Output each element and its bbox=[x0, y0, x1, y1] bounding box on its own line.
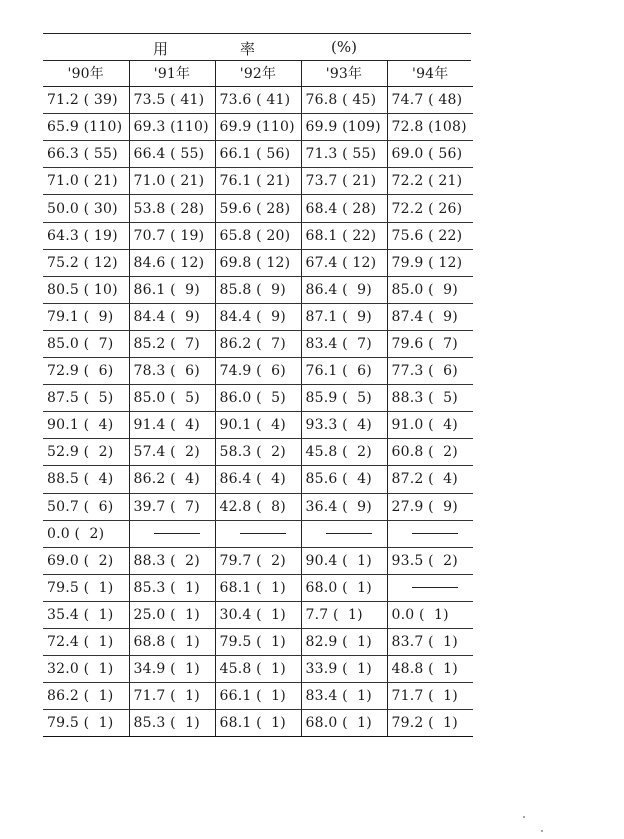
table-cell: 79.2 ( 1) bbox=[387, 710, 473, 737]
table-row bbox=[43, 628, 473, 655]
table-cell: 87.5 ( 5) bbox=[43, 385, 129, 412]
table-cell: 71.3 ( 55) bbox=[301, 141, 387, 168]
table-cell: 79.5 ( 1) bbox=[215, 628, 301, 655]
table-cell: 85.0 ( 5) bbox=[129, 385, 215, 412]
column-header-1992: '92年 bbox=[215, 60, 301, 87]
table-cell: 0.0 ( 1) bbox=[387, 601, 473, 628]
table-row bbox=[43, 412, 473, 439]
table-cell: 76.1 ( 6) bbox=[301, 358, 387, 385]
table-cell bbox=[301, 520, 387, 547]
table-cell: 66.4 ( 55) bbox=[129, 141, 215, 168]
table-cell: 85.3 ( 1) bbox=[129, 710, 215, 737]
table-cell bbox=[387, 574, 473, 601]
table-cell: 34.9 ( 1) bbox=[129, 656, 215, 683]
table-cell: 33.9 ( 1) bbox=[301, 656, 387, 683]
table-cell: 87.4 ( 9) bbox=[387, 303, 473, 330]
table-cell: 60.8 ( 2) bbox=[387, 439, 473, 466]
table-cell: 70.7 ( 19) bbox=[129, 222, 215, 249]
column-header-1994: '94年 bbox=[387, 60, 473, 87]
table-cell: 85.3 ( 1) bbox=[129, 574, 215, 601]
scan-speck bbox=[541, 830, 543, 832]
table-cell: 0.0 ( 2) bbox=[43, 520, 129, 547]
table-cell: 65.8 ( 20) bbox=[215, 222, 301, 249]
table-row bbox=[43, 141, 473, 168]
table-cell: 86.2 ( 7) bbox=[215, 330, 301, 357]
table-cell: 79.5 ( 1) bbox=[43, 710, 129, 737]
table-cell: 68.8 ( 1) bbox=[129, 628, 215, 655]
table-cell: 39.7 ( 7) bbox=[129, 493, 215, 520]
table-cell: 72.9 ( 6) bbox=[43, 358, 129, 385]
table-cell: 86.1 ( 9) bbox=[129, 276, 215, 303]
table-cell: 83.4 ( 7) bbox=[301, 330, 387, 357]
table-row bbox=[43, 222, 473, 249]
table-cell: 93.3 ( 4) bbox=[301, 412, 387, 439]
table-cell: 72.8 (108) bbox=[387, 114, 473, 141]
table-cell: 79.1 ( 9) bbox=[43, 303, 129, 330]
table-cell: 86.4 ( 9) bbox=[301, 276, 387, 303]
table-cell: 79.7 ( 2) bbox=[215, 547, 301, 574]
table-cell: 69.9 (109) bbox=[301, 114, 387, 141]
table-row bbox=[43, 276, 473, 303]
table-cell: 79.9 ( 12) bbox=[387, 249, 473, 276]
title-part-2: 率 bbox=[240, 40, 256, 58]
table-cell: 82.9 ( 1) bbox=[301, 628, 387, 655]
table-cell: 83.4 ( 1) bbox=[301, 683, 387, 710]
table-cell: 90.1 ( 4) bbox=[43, 412, 129, 439]
column-header-row bbox=[43, 60, 473, 87]
table-row bbox=[43, 87, 473, 114]
empty-dash bbox=[412, 533, 458, 534]
table-row bbox=[43, 195, 473, 222]
table-row bbox=[43, 683, 473, 710]
table-cell: 90.1 ( 4) bbox=[215, 412, 301, 439]
table-row bbox=[43, 330, 473, 357]
empty-dash bbox=[154, 533, 200, 534]
table-cell: 69.0 ( 56) bbox=[387, 141, 473, 168]
table-cell: 84.6 ( 12) bbox=[129, 249, 215, 276]
table-cell: 85.8 ( 9) bbox=[215, 276, 301, 303]
table-cell: 71.7 ( 1) bbox=[129, 683, 215, 710]
title-part-3: (%) bbox=[331, 38, 357, 56]
table-cell: 69.0 ( 2) bbox=[43, 547, 129, 574]
table-cell: 27.9 ( 9) bbox=[387, 493, 473, 520]
table-cell: 86.2 ( 1) bbox=[43, 683, 129, 710]
column-header-1990: '90年 bbox=[43, 60, 129, 87]
table-cell: 85.0 ( 7) bbox=[43, 330, 129, 357]
table-row bbox=[43, 114, 473, 141]
table-cell: 66.1 ( 56) bbox=[215, 141, 301, 168]
table-cell: 66.3 ( 55) bbox=[43, 141, 129, 168]
empty-dash bbox=[412, 587, 458, 588]
table-row bbox=[43, 520, 473, 547]
table-cell: 66.1 ( 1) bbox=[215, 683, 301, 710]
table-row bbox=[43, 168, 473, 195]
table-cell: 71.0 ( 21) bbox=[129, 168, 215, 195]
table-row bbox=[43, 656, 473, 683]
table-cell: 45.8 ( 2) bbox=[301, 439, 387, 466]
table-cell: 68.1 ( 1) bbox=[215, 574, 301, 601]
table-cell: 91.0 ( 4) bbox=[387, 412, 473, 439]
table-cell bbox=[215, 520, 301, 547]
table-cell: 73.5 ( 41) bbox=[129, 87, 215, 114]
table-cell: 79.6 ( 7) bbox=[387, 330, 473, 357]
table-cell: 73.6 ( 41) bbox=[215, 87, 301, 114]
table-cell: 67.4 ( 12) bbox=[301, 249, 387, 276]
table-cell: 68.1 ( 1) bbox=[215, 710, 301, 737]
table-cell: 76.1 ( 21) bbox=[215, 168, 301, 195]
table-cell: 78.3 ( 6) bbox=[129, 358, 215, 385]
table-cell: 72.2 ( 21) bbox=[387, 168, 473, 195]
table-cell: 91.4 ( 4) bbox=[129, 412, 215, 439]
table-cell: 50.0 ( 30) bbox=[43, 195, 129, 222]
table-cell: 74.7 ( 48) bbox=[387, 87, 473, 114]
table-cell: 42.8 ( 8) bbox=[215, 493, 301, 520]
table-cell: 36.4 ( 9) bbox=[301, 493, 387, 520]
table-row bbox=[43, 303, 473, 330]
table-cell: 87.1 ( 9) bbox=[301, 303, 387, 330]
table-cell bbox=[129, 520, 215, 547]
table-cell: 25.0 ( 1) bbox=[129, 601, 215, 628]
table-cell: 88.5 ( 4) bbox=[43, 466, 129, 493]
table-cell: 86.0 ( 5) bbox=[215, 385, 301, 412]
table-row bbox=[43, 249, 473, 276]
table-title-row bbox=[43, 33, 471, 61]
table-cell: 86.2 ( 4) bbox=[129, 466, 215, 493]
table-cell: 53.8 ( 28) bbox=[129, 195, 215, 222]
table-cell: 52.9 ( 2) bbox=[43, 439, 129, 466]
table-cell: 48.8 ( 1) bbox=[387, 656, 473, 683]
table-cell: 50.7 ( 6) bbox=[43, 493, 129, 520]
table-row bbox=[43, 710, 473, 737]
table-cell: 72.4 ( 1) bbox=[43, 628, 129, 655]
column-header-1991: '91年 bbox=[129, 60, 215, 87]
table-cell: 88.3 ( 2) bbox=[129, 547, 215, 574]
table-row bbox=[43, 574, 473, 601]
column-header-1993: '93年 bbox=[301, 60, 387, 87]
table-cell: 84.4 ( 9) bbox=[215, 303, 301, 330]
table-cell: 68.0 ( 1) bbox=[301, 574, 387, 601]
utilization-table bbox=[43, 60, 473, 737]
table-cell: 69.8 ( 12) bbox=[215, 249, 301, 276]
table-cell: 85.2 ( 7) bbox=[129, 330, 215, 357]
table-cell: 87.2 ( 4) bbox=[387, 466, 473, 493]
table-cell: 90.4 ( 1) bbox=[301, 547, 387, 574]
table-cell: 75.6 ( 22) bbox=[387, 222, 473, 249]
table-row bbox=[43, 358, 473, 385]
table-cell: 85.9 ( 5) bbox=[301, 385, 387, 412]
table-row bbox=[43, 466, 473, 493]
table-cell: 68.0 ( 1) bbox=[301, 710, 387, 737]
table-cell bbox=[387, 520, 473, 547]
table-cell: 93.5 ( 2) bbox=[387, 547, 473, 574]
table-cell: 69.9 (110) bbox=[215, 114, 301, 141]
table-cell: 57.4 ( 2) bbox=[129, 439, 215, 466]
table-cell: 7.7 ( 1) bbox=[301, 601, 387, 628]
table-cell: 64.3 ( 19) bbox=[43, 222, 129, 249]
table-cell: 74.9 ( 6) bbox=[215, 358, 301, 385]
table-row bbox=[43, 601, 473, 628]
table-cell: 32.0 ( 1) bbox=[43, 656, 129, 683]
scan-speck bbox=[523, 816, 525, 818]
table-cell: 30.4 ( 1) bbox=[215, 601, 301, 628]
table-cell: 65.9 (110) bbox=[43, 114, 129, 141]
table-cell: 73.7 ( 21) bbox=[301, 168, 387, 195]
table-cell: 71.2 ( 39) bbox=[43, 87, 129, 114]
empty-dash bbox=[240, 533, 286, 534]
table-cell: 77.3 ( 6) bbox=[387, 358, 473, 385]
table-cell: 59.6 ( 28) bbox=[215, 195, 301, 222]
table-cell: 83.7 ( 1) bbox=[387, 628, 473, 655]
table-cell: 35.4 ( 1) bbox=[43, 601, 129, 628]
table-cell: 85.6 ( 4) bbox=[301, 466, 387, 493]
table-cell: 71.0 ( 21) bbox=[43, 168, 129, 195]
table-cell: 88.3 ( 5) bbox=[387, 385, 473, 412]
table-cell: 80.5 ( 10) bbox=[43, 276, 129, 303]
empty-dash bbox=[326, 533, 372, 534]
table-cell: 45.8 ( 1) bbox=[215, 656, 301, 683]
title-part-1: 用 bbox=[153, 40, 169, 58]
table-row bbox=[43, 439, 473, 466]
table-cell: 71.7 ( 1) bbox=[387, 683, 473, 710]
table-cell: 68.4 ( 28) bbox=[301, 195, 387, 222]
table-cell: 72.2 ( 26) bbox=[387, 195, 473, 222]
table-cell: 86.4 ( 4) bbox=[215, 466, 301, 493]
table-cell: 85.0 ( 9) bbox=[387, 276, 473, 303]
table-row bbox=[43, 547, 473, 574]
table-cell: 79.5 ( 1) bbox=[43, 574, 129, 601]
table-cell: 75.2 ( 12) bbox=[43, 249, 129, 276]
table-cell: 84.4 ( 9) bbox=[129, 303, 215, 330]
table-cell: 76.8 ( 45) bbox=[301, 87, 387, 114]
table-body bbox=[43, 87, 473, 737]
table-cell: 69.3 (110) bbox=[129, 114, 215, 141]
table-cell: 58.3 ( 2) bbox=[215, 439, 301, 466]
table-cell: 68.1 ( 22) bbox=[301, 222, 387, 249]
table-row bbox=[43, 493, 473, 520]
table-row bbox=[43, 385, 473, 412]
